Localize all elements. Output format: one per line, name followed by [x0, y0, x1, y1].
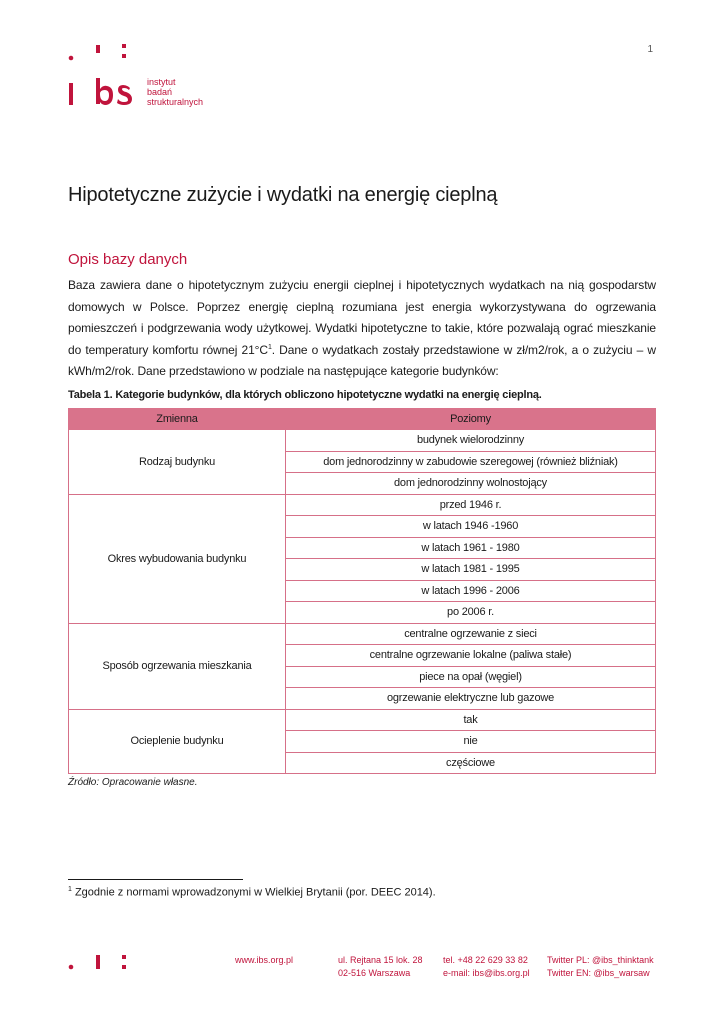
body-text-part: . Dane o wydatkach zostały przedstawione w zł/m2/rok, a o zużyciu – w kWh/m2/rok. Dane przedstawiono w podziale na następujące kategorie budynków: [68, 342, 656, 378]
document-title: Hipotetyczne zużycie i wydatki na energię cieplną [68, 184, 498, 206]
level-cell: w latach 1946 -1960 [286, 516, 656, 538]
page-number: 1 [647, 44, 653, 55]
variable-cell: Sposób ogrzewania mieszkania [69, 623, 286, 709]
ibs-logo [68, 42, 134, 111]
footer-contact [443, 954, 530, 980]
logo-line: strukturalnych [147, 97, 204, 107]
level-cell: budynek wielorodzinny [286, 430, 656, 452]
level-cell: przed 1946 r. [286, 494, 656, 516]
footer-twitter-en[interactable]: Twitter EN: @ibs_warsaw [547, 968, 650, 978]
table-row [69, 709, 656, 731]
footer-logo [68, 953, 130, 978]
level-cell: w latach 1961 - 1980 [286, 537, 656, 559]
ibs-logo-mark-icon [68, 42, 134, 106]
footer-twitter-pl[interactable]: Twitter PL: @ibs_thinktank [547, 955, 654, 965]
table-row [69, 623, 656, 645]
footnote-divider [68, 879, 243, 880]
level-cell: dom jednorodzinny wolnostojący [286, 473, 656, 495]
body-paragraph [68, 275, 656, 383]
footnote-number: 1 [68, 886, 72, 893]
variable-cell: Rodzaj budynku [69, 430, 286, 495]
footer-address-line: 02-516 Warszawa [338, 968, 411, 978]
body-text-part: Baza zawiera dane o hipotetycznym zużyciu energii cieplnej i hipotetycznych wydatkach na nią gospodarstw domowych w Polsce. Poprzez energię cieplną rozumiana jest energia wykorzystywana do ogrzewania pomieszczeń i podgrzewania wody użytkowej. Wydatki hipotetyczne to takie, które pozwalają ograć mieszkanie do temperatury komfortu równej 21°C [68, 278, 656, 357]
categories-table [68, 408, 656, 774]
level-cell: centralne ogrzewanie lokalne (paliwa stałe) [286, 645, 656, 667]
footnote-text: Zgodnie z normami wprowadzonymi w Wielkiej Brytanii (por. DEEC 2014). [71, 886, 436, 899]
level-cell: dom jednorodzinny w zabudowie szeregowej (również bliźniak) [286, 451, 656, 473]
ibs-dots-icon [68, 953, 130, 973]
header-levels: Poziomy [286, 409, 656, 430]
table-source: Źródło: Opracowanie własne. [68, 777, 198, 788]
footnote [68, 886, 436, 899]
level-cell: nie [286, 731, 656, 753]
level-cell: w latach 1981 - 1995 [286, 559, 656, 581]
table-row [69, 494, 656, 516]
footer-website[interactable]: www.ibs.org.pl [235, 955, 294, 965]
section-heading: Opis bazy danych [68, 251, 188, 268]
footer-address-line: ul. Rejtana 15 lok. 28 [338, 955, 423, 965]
logo-line: instytut [147, 77, 176, 87]
table-row [69, 430, 656, 452]
level-cell: częściowe [286, 752, 656, 774]
variable-cell: Okres wybudowania budynku [69, 494, 286, 623]
footer-social [547, 954, 654, 980]
level-cell: ogrzewanie elektryczne lub gazowe [286, 688, 656, 710]
level-cell: w latach 1996 - 2006 [286, 580, 656, 602]
level-cell: tak [286, 709, 656, 731]
table-caption: Tabela 1. Kategorie budynków, dla których obliczono hipotetyczne wydatki na energię cieplną. [68, 389, 542, 401]
variable-cell: Ocieplenie budynku [69, 709, 286, 774]
footnote-ref[interactable]: 1 [267, 343, 272, 351]
footer-email[interactable]: e-mail: ibs@ibs.org.pl [443, 968, 530, 978]
header-variable: Zmienna [69, 409, 286, 430]
level-cell: piece na opał (węgiel) [286, 666, 656, 688]
level-cell: centralne ogrzewanie z sieci [286, 623, 656, 645]
footer-phone[interactable]: tel. +48 22 629 33 82 [443, 955, 528, 965]
footer-address [338, 954, 423, 980]
ibs-logo-text [147, 77, 203, 107]
level-cell: po 2006 r. [286, 602, 656, 624]
table-header-row [69, 409, 656, 430]
logo-line: badań [147, 87, 173, 97]
